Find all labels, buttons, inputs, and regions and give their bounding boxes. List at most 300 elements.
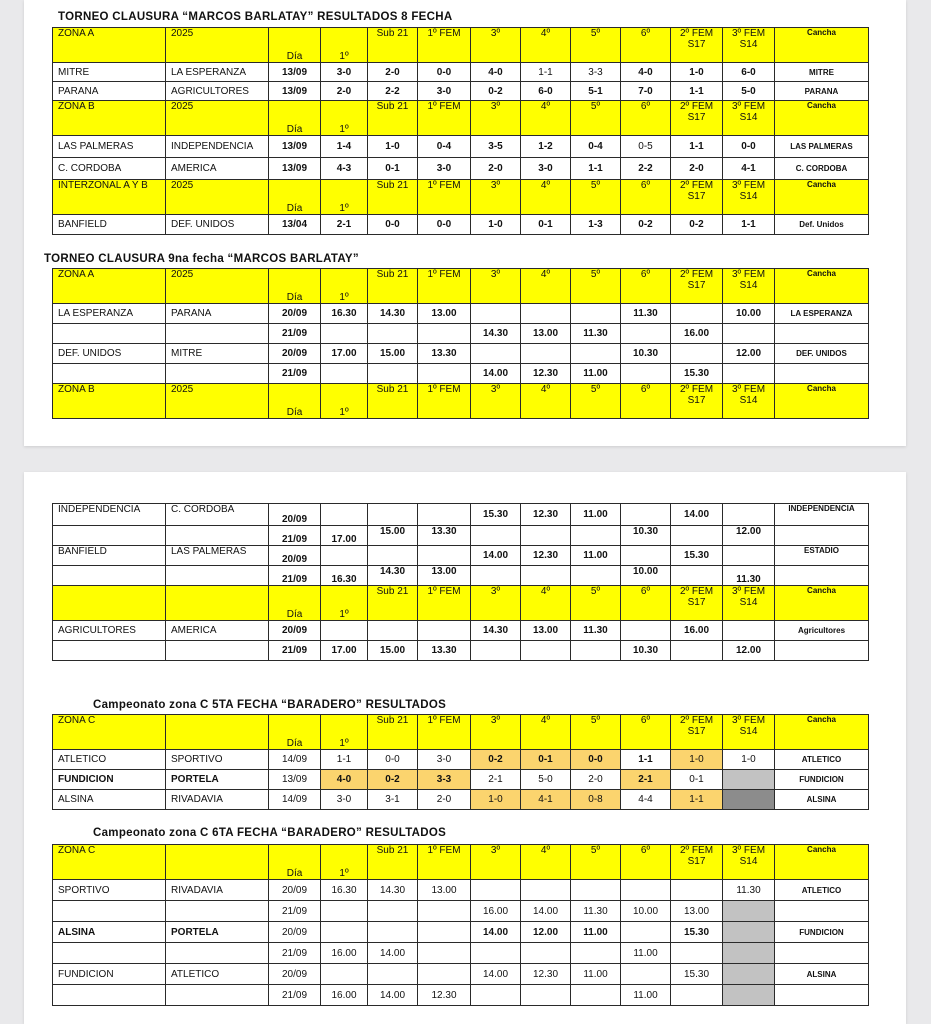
table-cell: 20/09 [269, 546, 321, 566]
table-cell: PARANA [166, 304, 269, 324]
header-cancha: Cancha [775, 586, 869, 621]
zone-year [166, 845, 269, 880]
header-text: S14 [739, 597, 758, 608]
header-text: S17 [687, 856, 706, 867]
table-cell [53, 943, 166, 964]
cell-fem2: 1-1 [671, 136, 723, 158]
cell-primera: 4-3 [321, 158, 368, 180]
table-cell: 20/09 [269, 880, 321, 901]
header-sexta: 6º [621, 586, 671, 621]
header-fem2 [671, 715, 723, 750]
header-dia: Día [269, 101, 321, 136]
zone-header-row [53, 101, 869, 136]
header-fem2 [671, 269, 723, 304]
table-cell: 10.00 [621, 901, 671, 922]
table-cell: 11.30 [723, 880, 775, 901]
cell-fem2: 1-1 [671, 82, 723, 101]
header-text: S17 [687, 191, 706, 202]
table-cell: 5-0 [521, 770, 571, 790]
header-cancha: Cancha [775, 269, 869, 304]
table-cell: 14.00 [471, 364, 521, 384]
table-cell: 0-2 [471, 750, 521, 770]
cell-dia: 13/09 [269, 136, 321, 158]
cell-primera: 1-4 [321, 136, 368, 158]
table-cell [53, 324, 166, 344]
table-cell: LA ESPERANZA [775, 304, 869, 324]
table-cell [368, 324, 418, 344]
table-cell: 12.30 [521, 364, 571, 384]
header-primera: 1º [321, 384, 368, 419]
table-cell: 14.30 [368, 304, 418, 324]
header-fem3 [723, 28, 775, 63]
table-cell [53, 901, 166, 922]
cell-dia: 13/09 [269, 63, 321, 82]
table-cell: C. CORDOBA [166, 504, 269, 526]
table-cell: LA ESPERANZA [53, 304, 166, 324]
table-cell: 4-4 [621, 790, 671, 810]
table-cell: 14.00 [471, 922, 521, 943]
header-dia: Día [269, 586, 321, 621]
cell-dia: 13/04 [269, 215, 321, 235]
header-sub21: Sub 21 [368, 586, 418, 621]
table-cell [571, 304, 621, 324]
table-cell: FUNDICION [53, 770, 166, 790]
header-dia: Día [269, 384, 321, 419]
table-cell: 0-8 [571, 790, 621, 810]
table-cell: 12.30 [521, 964, 571, 985]
table-cell: 13.00 [418, 566, 471, 586]
table-cell [368, 922, 418, 943]
header-text: S14 [739, 395, 758, 406]
table-cell [471, 566, 521, 586]
table-cell: 11.30 [571, 324, 621, 344]
table-cell: 20/09 [269, 504, 321, 526]
header-fem1: 1º FEM [418, 384, 471, 419]
header-text: 2º FEM [679, 715, 714, 726]
table-cell [775, 526, 869, 546]
table-cell: 14.00 [471, 964, 521, 985]
results-table-zona-c-5ta [52, 714, 869, 810]
cell-sub21: 0-1 [368, 158, 418, 180]
table-cell [471, 641, 521, 661]
table-cell [723, 901, 775, 922]
cell-cuarta: 1-1 [521, 63, 571, 82]
cell-primera: 2-0 [321, 82, 368, 101]
header-dia: Día [269, 28, 321, 63]
table-cell: 1-1 [621, 750, 671, 770]
table-cell: 16.30 [321, 304, 368, 324]
header-sexta: 6º [621, 180, 671, 215]
cell-cuarta: 6-0 [521, 82, 571, 101]
header-cuarta: 4º [521, 269, 571, 304]
cell-cuarta: 1-2 [521, 136, 571, 158]
cell-fem1: 0-4 [418, 136, 471, 158]
table-cell: 2-0 [418, 790, 471, 810]
table-cell: ATLETICO [775, 750, 869, 770]
table-cell: 3-0 [418, 750, 471, 770]
header-text: 3º FEM [731, 715, 766, 726]
table-cell: SPORTIVO [166, 750, 269, 770]
table-cell [418, 364, 471, 384]
table-cell: 20/09 [269, 922, 321, 943]
table-cell [671, 880, 723, 901]
header-text: S17 [687, 280, 706, 291]
table-cell [321, 901, 368, 922]
table-cell [775, 641, 869, 661]
header-sub21: Sub 21 [368, 180, 418, 215]
table-cell [723, 770, 775, 790]
table-cell: 3-0 [321, 790, 368, 810]
table-cell: 21/09 [269, 526, 321, 546]
table-cell: 11.30 [723, 566, 775, 586]
table-row [53, 880, 869, 901]
table-cell: 2-1 [471, 770, 521, 790]
table-cell: 1-0 [671, 750, 723, 770]
table-cell: Agricultores [775, 621, 869, 641]
header-text: 2º FEM [679, 845, 714, 856]
table-cell [775, 943, 869, 964]
table-cell: 14.00 [521, 901, 571, 922]
table-row [53, 158, 869, 180]
header-tercera: 3º [471, 180, 521, 215]
header-sexta: 6º [621, 845, 671, 880]
away-team: DEF. UNIDOS [166, 215, 269, 235]
zone-year: 2025 [166, 101, 269, 136]
header-fem1: 1º FEM [418, 715, 471, 750]
table-row [53, 82, 869, 101]
table-cell [571, 985, 621, 1006]
table-cell [53, 566, 166, 586]
cell-fem2: 1-0 [671, 63, 723, 82]
table-cell: 16.00 [671, 324, 723, 344]
header-fem1: 1º FEM [418, 28, 471, 63]
header-text: 2º FEM [679, 28, 714, 39]
table-cell: FUNDICION [775, 770, 869, 790]
zone-year: 2025 [166, 384, 269, 419]
cell-quinta: 3-3 [571, 63, 621, 82]
table-cell: 13.00 [521, 324, 571, 344]
zone-label: ZONA A [53, 28, 166, 63]
header-text: S17 [687, 726, 706, 737]
table-cell [775, 901, 869, 922]
table-cell: AGRICULTORES [53, 621, 166, 641]
header-cuarta: 4º [521, 845, 571, 880]
table-cell: PORTELA [166, 922, 269, 943]
table-row [53, 621, 869, 641]
header-cuarta: 4º [521, 384, 571, 419]
table-cell: ATLETICO [775, 880, 869, 901]
zone-header-row [53, 28, 869, 63]
cell-tercera: 3-5 [471, 136, 521, 158]
table-cell [368, 546, 418, 566]
cell-fem3: 0-0 [723, 136, 775, 158]
zone-header-row [53, 384, 869, 419]
table-cell: 15.30 [671, 922, 723, 943]
header-fem2 [671, 586, 723, 621]
table-cell: 0-0 [571, 750, 621, 770]
table-cell [671, 566, 723, 586]
cell-sexta: 0-2 [621, 215, 671, 235]
cell-tercera: 4-0 [471, 63, 521, 82]
header-primera: 1º [321, 101, 368, 136]
table-cell [723, 504, 775, 526]
table-cell: 21/09 [269, 364, 321, 384]
header-sub21: Sub 21 [368, 101, 418, 136]
table-cell [166, 901, 269, 922]
table-cell: 13/09 [269, 770, 321, 790]
table-cell: 1-0 [471, 790, 521, 810]
table-cell [418, 901, 471, 922]
header-dia: Día [269, 715, 321, 750]
cell-fem2: 0-2 [671, 215, 723, 235]
cell-sub21: 2-0 [368, 63, 418, 82]
header-sub21: Sub 21 [368, 384, 418, 419]
header-fem3 [723, 269, 775, 304]
header-fem1: 1º FEM [418, 269, 471, 304]
table-cell: 2-0 [571, 770, 621, 790]
zone-label [53, 586, 166, 621]
zone-year [166, 715, 269, 750]
header-fem3 [723, 180, 775, 215]
table-cell [621, 964, 671, 985]
table-cell: 21/09 [269, 985, 321, 1006]
table-cell: PORTELA [166, 770, 269, 790]
zone-year: 2025 [166, 180, 269, 215]
cell-quinta: 5-1 [571, 82, 621, 101]
table-cell [775, 324, 869, 344]
table-cell: 17.00 [321, 641, 368, 661]
away-team: AMERICA [166, 158, 269, 180]
table-cell: 11.00 [571, 504, 621, 526]
header-text: 3º FEM [731, 28, 766, 39]
table-cell: 0-1 [671, 770, 723, 790]
table-cell: ATLETICO [53, 750, 166, 770]
away-team: INDEPENDENCIA [166, 136, 269, 158]
table-cell [418, 621, 471, 641]
table-cell: 13.30 [418, 344, 471, 364]
table-cell: ATLETICO [166, 964, 269, 985]
header-tercera: 3º [471, 28, 521, 63]
table-cell: 17.00 [321, 526, 368, 546]
header-text: 2º FEM [679, 384, 714, 395]
table-row [53, 324, 869, 344]
header-quinta: 5º [571, 269, 621, 304]
table-cell: 10.30 [621, 344, 671, 364]
table-cell [53, 364, 166, 384]
table-row [53, 750, 869, 770]
zone-label: ZONA B [53, 384, 166, 419]
table-cell: 1-1 [321, 750, 368, 770]
table-cell: 13.00 [671, 901, 723, 922]
table-cell: 11.30 [571, 621, 621, 641]
table-row [53, 790, 869, 810]
table-cell: 11.30 [571, 901, 621, 922]
table-cell [418, 922, 471, 943]
header-text: S17 [687, 395, 706, 406]
header-text: 2º FEM [679, 101, 714, 112]
cell-primera: 3-0 [321, 63, 368, 82]
table-row [53, 364, 869, 384]
cell-cancha: MITRE [775, 63, 869, 82]
table-cell [723, 364, 775, 384]
zone-header-row [53, 845, 869, 880]
zone-label: INTERZONAL A Y B [53, 180, 166, 215]
table-cell: 21/09 [269, 566, 321, 586]
table-cell: 16.00 [321, 943, 368, 964]
table-cell: 21/09 [269, 901, 321, 922]
table-cell [621, 504, 671, 526]
table-cell [571, 880, 621, 901]
table-cell: INDEPENDENCIA [53, 504, 166, 526]
table-cell [53, 985, 166, 1006]
table-cell [621, 546, 671, 566]
table-row [53, 985, 869, 1006]
header-quinta: 5º [571, 586, 621, 621]
cell-sexta: 0-5 [621, 136, 671, 158]
table-cell [321, 324, 368, 344]
cell-cancha: Def. Unidos [775, 215, 869, 235]
table-cell [418, 964, 471, 985]
table-cell [671, 641, 723, 661]
table-cell [571, 566, 621, 586]
header-text: 3º FEM [731, 269, 766, 280]
table-cell [571, 943, 621, 964]
table-cell [723, 964, 775, 985]
header-cuarta: 4º [521, 586, 571, 621]
table-cell [621, 880, 671, 901]
header-sub21: Sub 21 [368, 269, 418, 304]
table-cell [418, 546, 471, 566]
table-cell: 10.30 [621, 641, 671, 661]
table-cell [471, 880, 521, 901]
table-cell: 4-0 [321, 770, 368, 790]
zone-label: ZONA C [53, 715, 166, 750]
header-fem3 [723, 845, 775, 880]
header-primera: 1º [321, 586, 368, 621]
table-cell [321, 504, 368, 526]
table-cell: ALSINA [53, 922, 166, 943]
table-cell: 0-0 [368, 750, 418, 770]
header-quinta: 5º [571, 180, 621, 215]
fixture-table-zona-c-6ta [52, 844, 869, 1006]
table-cell: 16.00 [671, 621, 723, 641]
table-cell: 13.30 [418, 526, 471, 546]
table-cell [368, 364, 418, 384]
table-cell: RIVADAVIA [166, 790, 269, 810]
table-cell [671, 943, 723, 964]
table-cell: 15.30 [671, 964, 723, 985]
table-cell: 21/09 [269, 641, 321, 661]
cell-fem1: 3-0 [418, 158, 471, 180]
zone-year: 2025 [166, 28, 269, 63]
table-cell [775, 566, 869, 586]
header-text: S14 [739, 856, 758, 867]
header-fem2 [671, 28, 723, 63]
zone-year [166, 586, 269, 621]
table-cell: ALSINA [53, 790, 166, 810]
away-team: LA ESPERANZA [166, 63, 269, 82]
table-cell [471, 985, 521, 1006]
table-cell: 11.30 [621, 304, 671, 324]
header-cuarta: 4º [521, 28, 571, 63]
header-fem2 [671, 384, 723, 419]
cell-cuarta: 3-0 [521, 158, 571, 180]
table-cell [521, 985, 571, 1006]
header-primera: 1º [321, 715, 368, 750]
table-cell [621, 324, 671, 344]
cell-fem3: 1-1 [723, 215, 775, 235]
header-fem1: 1º FEM [418, 586, 471, 621]
table-cell: 3-1 [368, 790, 418, 810]
table-cell [471, 304, 521, 324]
table-cell [723, 546, 775, 566]
table-cell: 20/09 [269, 964, 321, 985]
table-cell: 1-1 [671, 790, 723, 810]
header-cuarta: 4º [521, 180, 571, 215]
table-cell [321, 546, 368, 566]
home-team: C. CORDOBA [53, 158, 166, 180]
table-cell [723, 985, 775, 1006]
table-cell: 11.00 [571, 964, 621, 985]
header-text: 2º FEM [679, 586, 714, 597]
table-cell: 11.00 [571, 922, 621, 943]
header-tercera: 3º [471, 845, 521, 880]
table-cell: 3-3 [418, 770, 471, 790]
table-cell: 20/09 [269, 304, 321, 324]
table-row [53, 504, 869, 526]
header-cancha: Cancha [775, 384, 869, 419]
table-cell [321, 621, 368, 641]
table-cell: 20/09 [269, 344, 321, 364]
table-row [53, 943, 869, 964]
table-cell [671, 304, 723, 324]
header-text: 3º FEM [731, 586, 766, 597]
table-cell: 14.30 [471, 324, 521, 344]
table-cell: 16.00 [321, 985, 368, 1006]
table-cell [471, 943, 521, 964]
zone-year: 2025 [166, 269, 269, 304]
header-fem3 [723, 715, 775, 750]
table-row [53, 136, 869, 158]
table-cell: 12.30 [521, 504, 571, 526]
table-cell: 11.00 [621, 985, 671, 1006]
table-cell: 15.00 [368, 344, 418, 364]
zone-header-row [53, 715, 869, 750]
table-cell: 14/09 [269, 790, 321, 810]
table-cell: 10.00 [723, 304, 775, 324]
header-text: 2º FEM [679, 180, 714, 191]
header-tercera: 3º [471, 384, 521, 419]
cell-dia: 13/09 [269, 158, 321, 180]
table-cell [671, 985, 723, 1006]
table-cell [723, 790, 775, 810]
cell-fem2: 2-0 [671, 158, 723, 180]
table-cell: 13.30 [418, 641, 471, 661]
header-fem1: 1º FEM [418, 845, 471, 880]
table-cell: 2-1 [621, 770, 671, 790]
table-cell: FUNDICION [775, 922, 869, 943]
table-cell [621, 922, 671, 943]
header-fem3 [723, 101, 775, 136]
zone-label: ZONA C [53, 845, 166, 880]
header-tercera: 3º [471, 101, 521, 136]
header-text: 3º FEM [731, 101, 766, 112]
section-title-9na-fecha: TORNEO CLAUSURA 9na fecha “MARCOS BARLATAY” [44, 253, 359, 265]
cell-sub21: 2-2 [368, 82, 418, 101]
zone-header-row [53, 586, 869, 621]
fixture-table-9na-fecha-continued [52, 503, 869, 661]
table-cell [521, 880, 571, 901]
